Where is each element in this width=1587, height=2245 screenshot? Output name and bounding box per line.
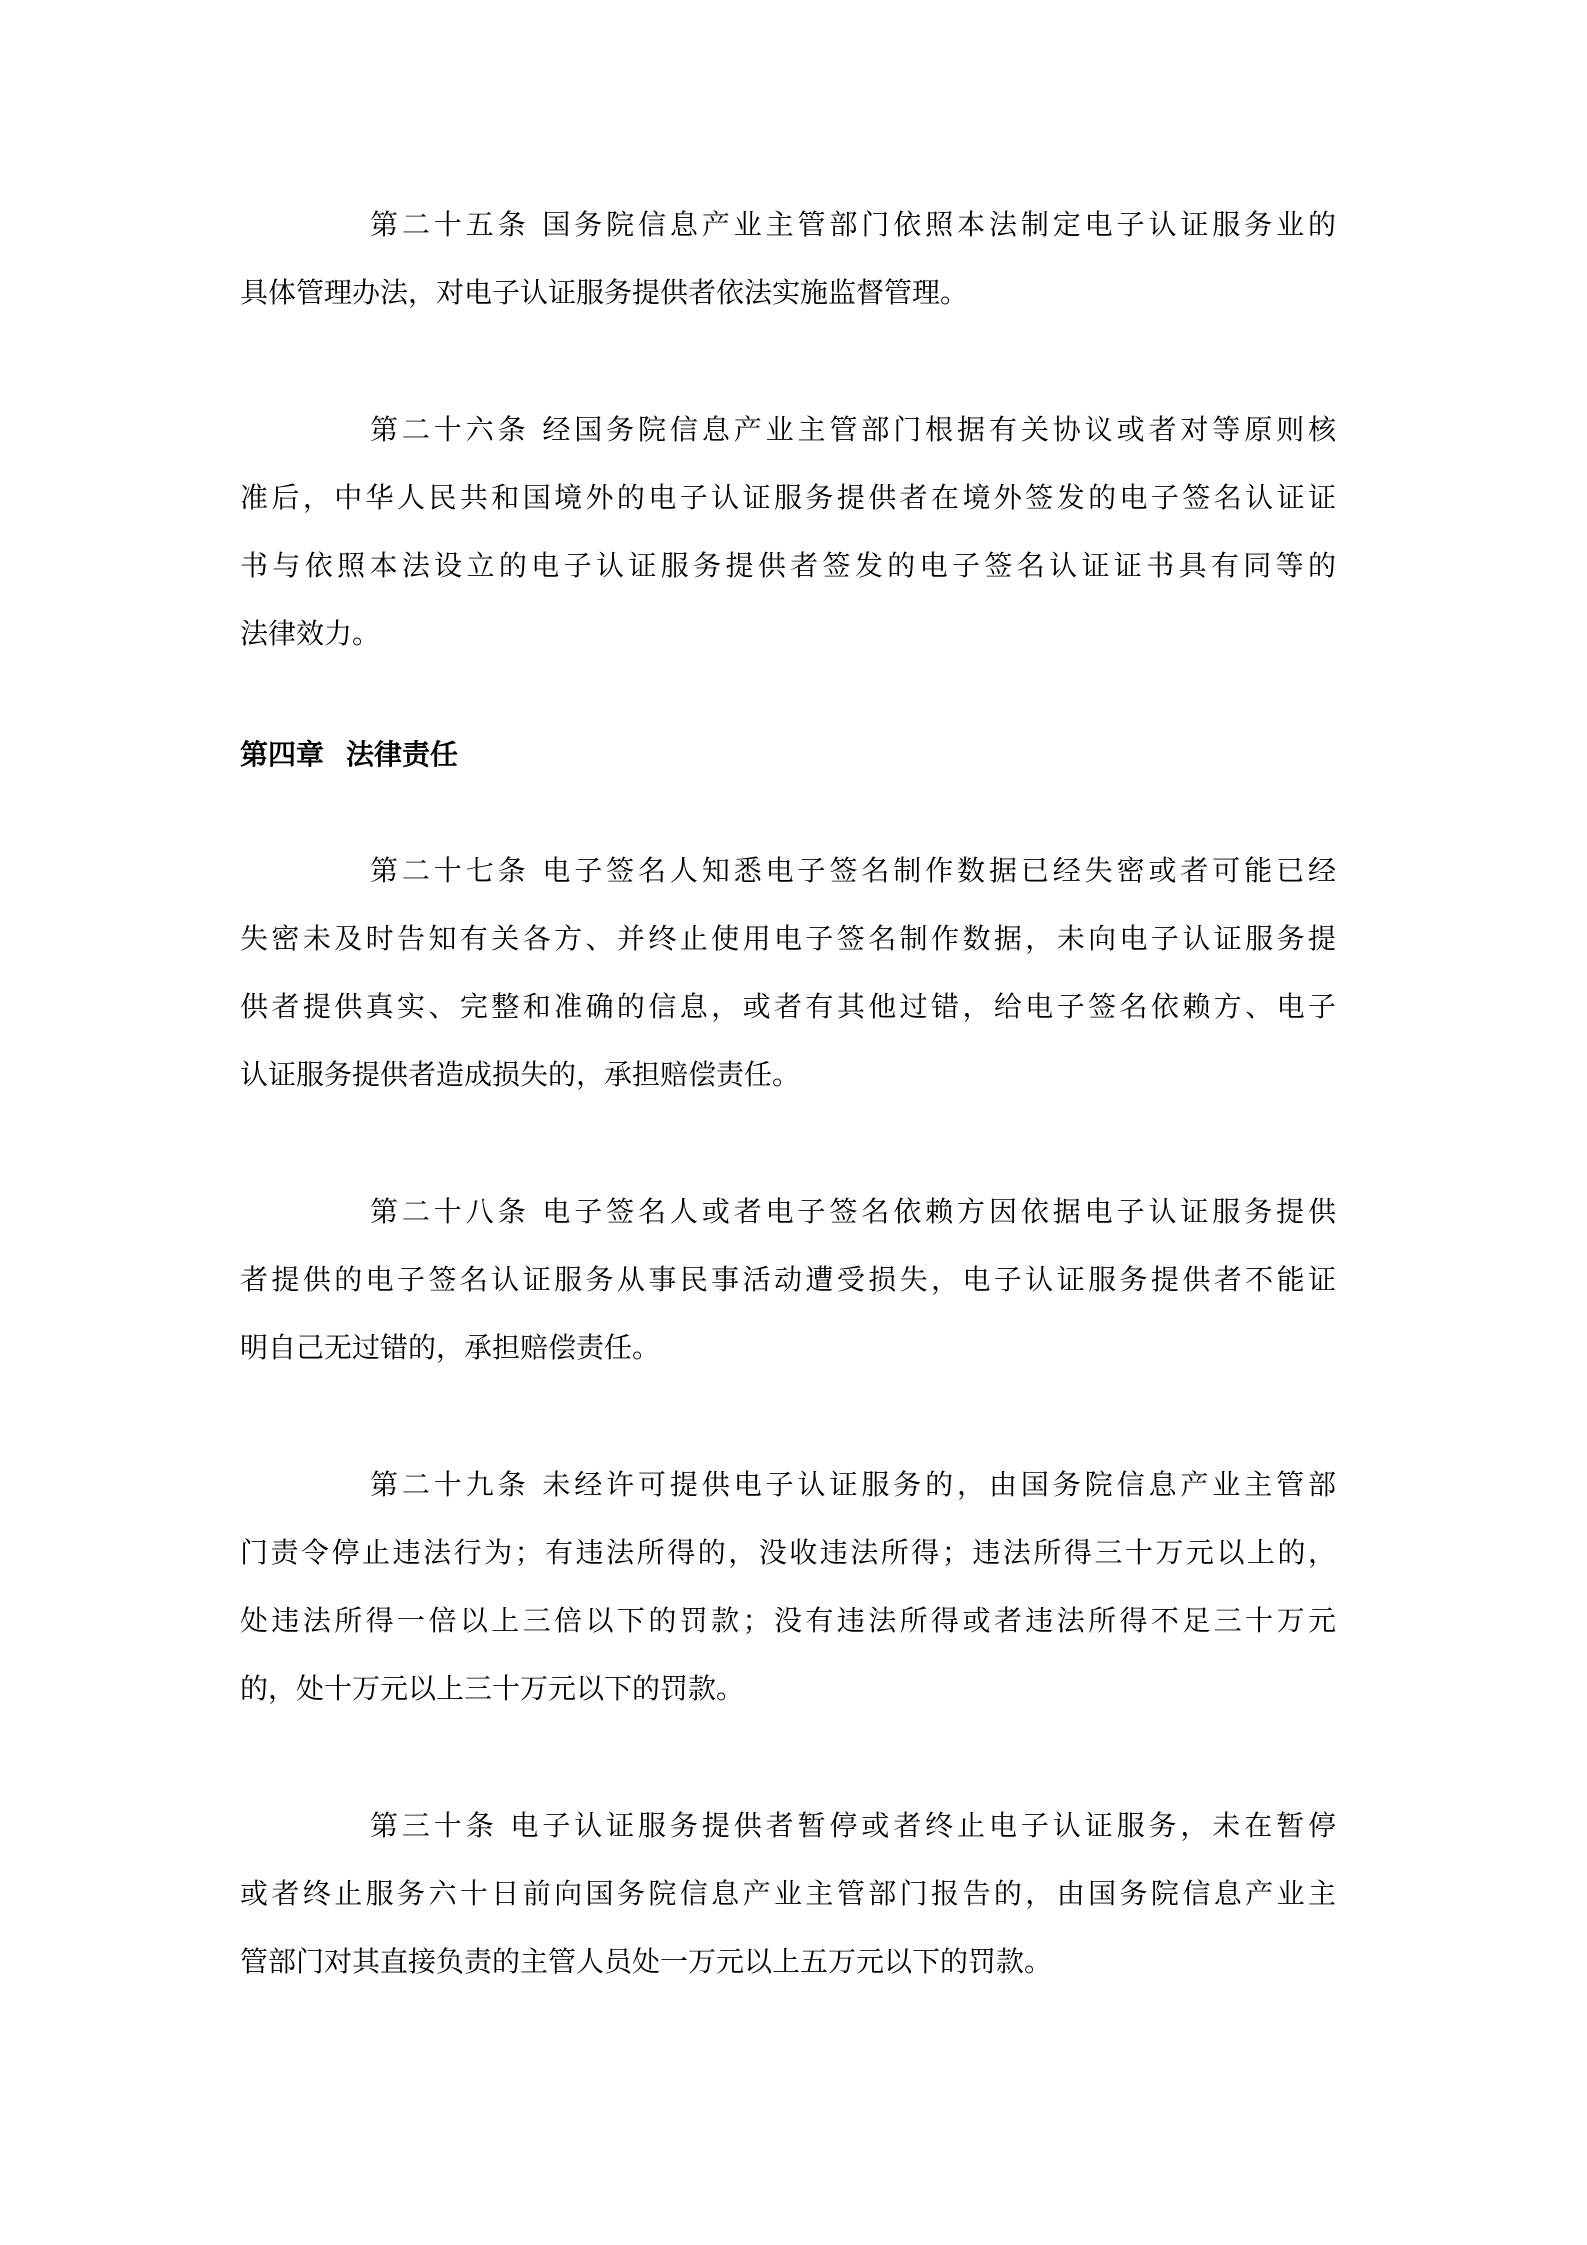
article-line: 者提供的电子签名认证服务从事民事活动遭受损失，电子认证服务提供者不能证: [240, 1263, 1336, 1296]
article-line: 第二十八条 电子签名人或者电子签名依赖方因依据电子认证服务提供: [370, 1195, 1336, 1228]
article-line: 准后，中华人民共和国境外的电子认证服务提供者在境外签发的电子签名认证证: [240, 481, 1336, 514]
article-line: 法律效力。: [240, 617, 381, 650]
article-line: 门责令停止违法行为；有违法所得的，没收违法所得；违法所得三十万元以上的，: [240, 1536, 1336, 1569]
article-line: 明自己无过错的，承担赔偿责任。: [240, 1331, 661, 1364]
article-line: 具体管理办法，对电子认证服务提供者依法实施监督管理。: [240, 276, 969, 309]
article-line: 处违法所得一倍以上三倍以下的罚款；没有违法所得或者违法所得不足三十万元: [240, 1604, 1336, 1637]
article-line: 第三十条 电子认证服务提供者暂停或者终止电子认证服务，未在暂停: [370, 1809, 1336, 1842]
article-line: 第二十九条 未经许可提供电子认证服务的，由国务院信息产业主管部: [370, 1468, 1336, 1501]
article-line: 供者提供真实、完整和准确的信息，或者有其他过错，给电子签名依赖方、电子: [240, 990, 1336, 1023]
article-line: 失密未及时告知有关各方、并终止使用电子签名制作数据，未向电子认证服务提: [240, 922, 1336, 955]
article-line: 的，处十万元以上三十万元以下的罚款。: [240, 1672, 745, 1705]
chapter-title: 法律责任: [346, 738, 459, 771]
article-line: 第二十五条 国务院信息产业主管部门依照本法制定电子认证服务业的: [370, 208, 1336, 241]
article-line: 第二十七条 电子签名人知悉电子签名制作数据已经失密或者可能已经: [370, 854, 1336, 887]
article-line: 管部门对其直接负责的主管人员处一万元以上五万元以下的罚款。: [240, 1945, 1053, 1978]
article-line: 书与依照本法设立的电子认证服务提供者签发的电子签名认证证书具有同等的: [240, 549, 1336, 582]
chapter-number: 第四章: [240, 738, 325, 771]
chapter-heading: [240, 735, 458, 775]
article-line: 认证服务提供者造成损失的，承担赔偿责任。: [240, 1058, 801, 1091]
article-line: 第二十六条 经国务院信息产业主管部门根据有关协议或者对等原则核: [370, 413, 1336, 446]
article-line: 或者终止服务六十日前向国务院信息产业主管部门报告的，由国务院信息产业主: [240, 1877, 1336, 1910]
